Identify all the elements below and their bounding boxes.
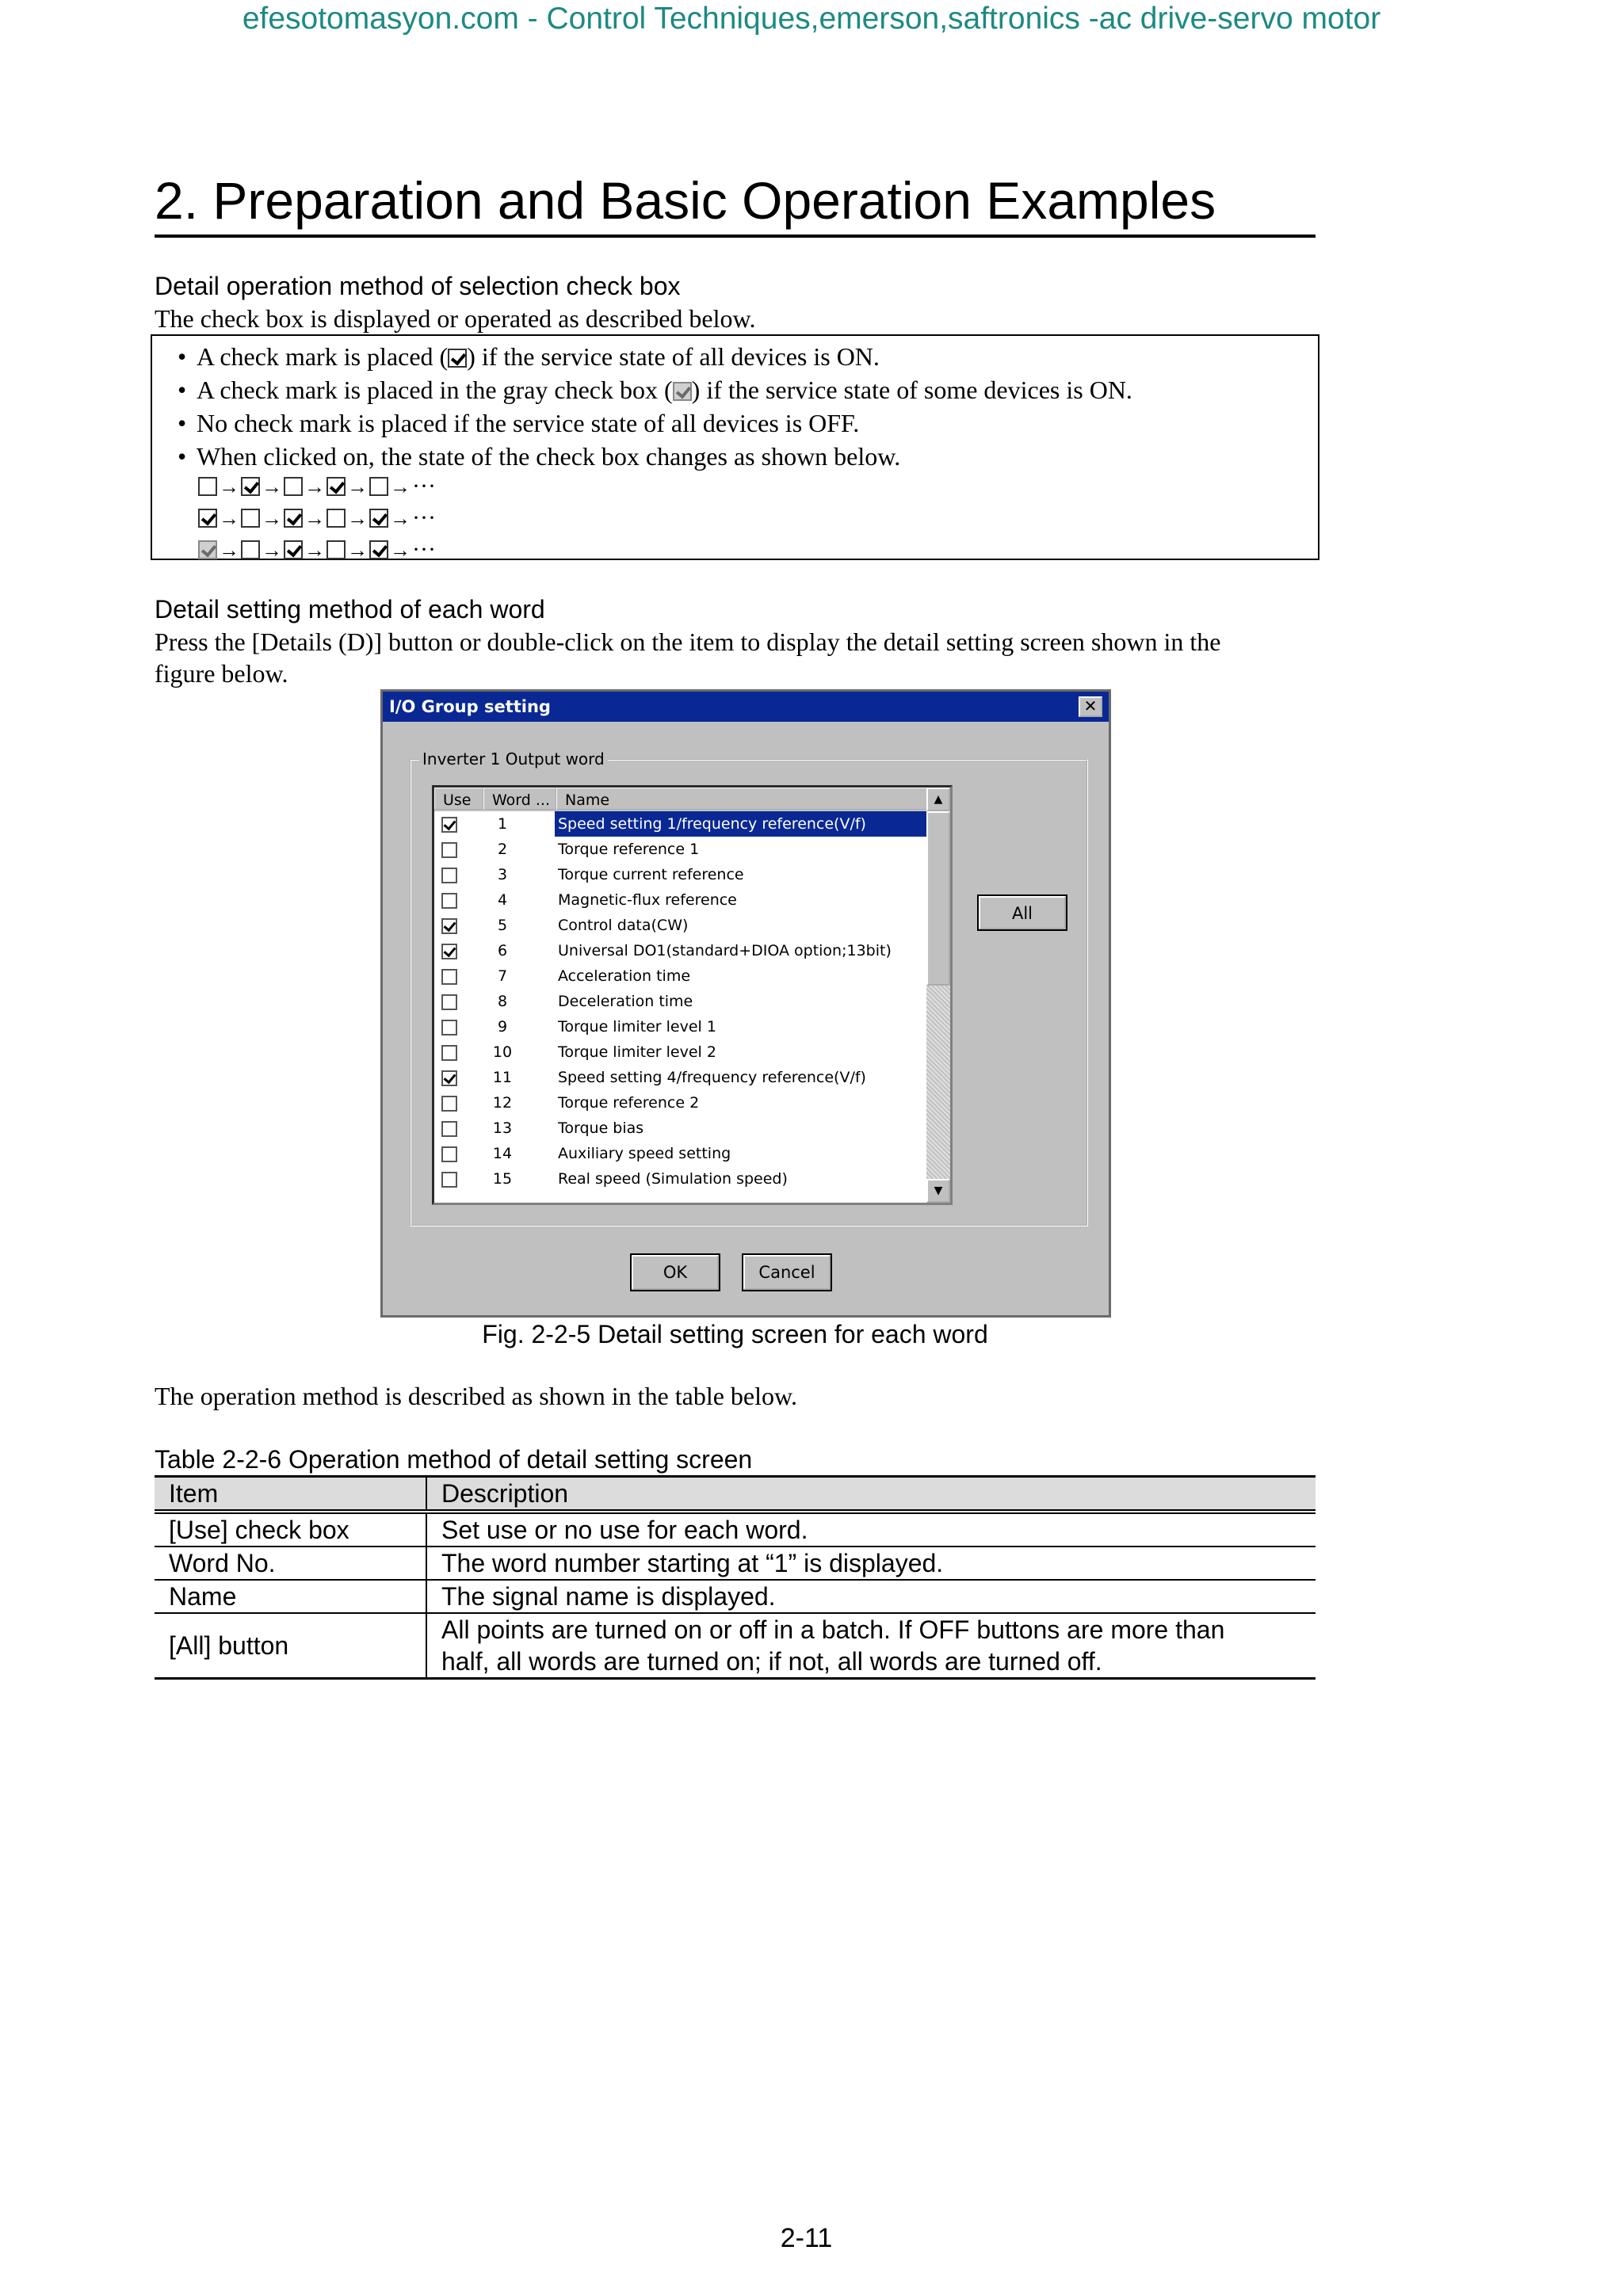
checked-box-icon (369, 509, 388, 528)
table-cell-description (426, 1547, 1316, 1580)
table-row (155, 1512, 1316, 1547)
section-heading-word: Detail setting method of each word (155, 595, 545, 624)
arrow-icon: → (262, 475, 282, 498)
arrow-icon: → (390, 475, 411, 498)
bullet-some-on: • A check mark is placed in the gray check box ( ) if the service state of some devices is ON. (178, 376, 1132, 404)
checked-box-icon (369, 540, 388, 559)
signal-name: Speed setting 1/frequency reference(V/f) (555, 811, 927, 837)
list-item[interactable] (434, 837, 931, 862)
signal-name: Torque bias (558, 1119, 644, 1137)
list-item[interactable] (434, 1141, 931, 1166)
checkbox-explanation-box (151, 334, 1319, 563)
arrow-icon: → (304, 475, 325, 498)
arrow-icon: → (390, 539, 411, 562)
ellipsis: ··· (412, 505, 436, 531)
description-line: Set use or no use for each word. (441, 1516, 808, 1544)
table-cell-description (426, 1580, 1316, 1613)
header-item: Item (155, 1477, 426, 1512)
gray-checked-box-icon (673, 382, 692, 401)
list-item[interactable] (434, 913, 931, 938)
use-checkbox[interactable] (441, 969, 457, 985)
list-item[interactable] (434, 963, 931, 989)
word-number: 15 (492, 1170, 513, 1188)
list-item[interactable] (434, 1166, 931, 1192)
arrow-icon: → (219, 507, 239, 530)
empty-box-icon (241, 509, 260, 528)
word-intro-line-2: figure below. (155, 659, 288, 688)
table-cell-item: [All] button (155, 1613, 426, 1679)
checkbox-intro: The check box is displayed or operated as described below. (155, 304, 756, 333)
signal-name: Auxiliary speed setting (558, 1145, 731, 1162)
arrow-icon: → (219, 475, 239, 498)
word-number: 13 (492, 1119, 513, 1137)
checked-box-icon (198, 509, 217, 528)
section-heading-checkbox: Detail operation method of selection check box (155, 272, 681, 300)
signal-name: Magnetic-flux reference (558, 891, 737, 909)
table-cell-item: Name (155, 1580, 426, 1613)
word-number: 14 (492, 1145, 513, 1162)
word-number: 2 (497, 841, 508, 858)
list-item[interactable] (434, 862, 931, 887)
use-checkbox[interactable] (441, 893, 457, 909)
signal-name: Torque limiter level 2 (558, 1043, 716, 1061)
list-item[interactable] (434, 811, 931, 837)
use-checkbox[interactable] (441, 1121, 457, 1137)
arrow-icon: → (347, 507, 368, 530)
cancel-button[interactable]: Cancel (743, 1255, 831, 1290)
description-line: half, all words are turned on; if not, all words are turned off. (441, 1647, 1102, 1676)
operation-table (155, 1475, 1316, 1680)
list-item[interactable] (434, 887, 931, 913)
use-checkbox[interactable] (441, 817, 457, 833)
use-checkbox[interactable] (441, 994, 457, 1010)
signal-name: Acceleration time (558, 967, 691, 985)
column-word[interactable]: Word ... (483, 788, 556, 810)
list-item[interactable] (434, 938, 931, 963)
checked-box-icon (284, 540, 303, 559)
use-checkbox[interactable] (441, 1045, 457, 1061)
ellipsis: ··· (412, 473, 436, 499)
arrow-icon: → (390, 507, 411, 530)
signal-name: Torque reference 2 (558, 1094, 700, 1112)
word-number: 11 (492, 1069, 513, 1086)
page-number: 2-11 (780, 2223, 833, 2253)
table-row (155, 1547, 1316, 1580)
checked-box-icon (241, 477, 260, 496)
word-number: 5 (497, 917, 508, 934)
header-description: Description (426, 1477, 1316, 1512)
checked-box-icon (327, 477, 346, 496)
dialog-titlebar (383, 692, 1109, 722)
page-title: 2. Preparation and Basic Operation Examples (155, 168, 1316, 238)
list-item[interactable] (434, 1065, 931, 1090)
table-row (155, 1580, 1316, 1613)
checkbox-sequence-3 (198, 534, 436, 566)
close-button[interactable]: ✕ (1079, 696, 1102, 717)
word-number: 1 (497, 815, 508, 833)
checkbox-sequence-2 (198, 502, 436, 535)
word-number: 7 (497, 967, 508, 985)
use-checkbox[interactable] (441, 1020, 457, 1035)
scroll-down-button[interactable]: ▼ (926, 1179, 950, 1203)
list-item[interactable] (434, 1090, 931, 1116)
list-header (434, 788, 931, 811)
bullet-click-behavior: • When clicked on, the state of the check box changes as shown below. (178, 442, 901, 471)
all-button[interactable]: All (979, 896, 1066, 929)
list-item[interactable] (434, 1116, 931, 1141)
arrow-icon: → (347, 539, 368, 562)
checkbox-sequence-1 (198, 471, 436, 503)
signal-name: Universal DO1(standard+DIOA option;13bit) (558, 942, 892, 959)
use-checkbox[interactable] (441, 1146, 457, 1162)
list-scrollbar[interactable] (926, 788, 950, 1203)
io-group-setting-dialog (380, 689, 1111, 1318)
scroll-thumb[interactable] (926, 811, 950, 986)
arrow-icon: → (262, 539, 282, 562)
use-checkbox[interactable] (441, 868, 457, 883)
use-checkbox[interactable] (441, 842, 457, 858)
ok-button[interactable]: OK (632, 1255, 719, 1290)
word-number: 12 (492, 1094, 513, 1112)
arrow-icon: → (304, 507, 325, 530)
bullet-all-off: • No check mark is placed if the service state of all devices is OFF. (178, 409, 860, 437)
list-item[interactable] (434, 989, 931, 1014)
empty-box-icon (369, 477, 388, 496)
signal-name: Control data(CW) (558, 917, 689, 934)
use-checkbox[interactable] (441, 1172, 457, 1188)
word-number: 10 (492, 1043, 513, 1061)
table-header-row (155, 1477, 1316, 1512)
checked-box-icon (284, 509, 303, 528)
list-item[interactable] (434, 1039, 931, 1065)
groupbox-label: Inverter 1 Output word (419, 749, 608, 769)
gray-checked-box-icon (198, 540, 217, 559)
signal-name: Real speed (Simulation speed) (558, 1170, 788, 1188)
word-number: 4 (497, 891, 508, 909)
use-checkbox[interactable] (441, 1070, 457, 1086)
bullet-all-on: • A check mark is placed ( ) if the service state of all devices is ON. (178, 342, 880, 371)
word-number: 3 (497, 866, 508, 883)
table-cell-item: [Use] check box (155, 1512, 426, 1547)
signal-name: Torque limiter level 1 (558, 1018, 716, 1035)
description-line: The word number starting at “1” is displayed. (441, 1549, 944, 1577)
empty-box-icon (241, 540, 260, 559)
checked-box-icon (448, 349, 467, 368)
use-checkbox[interactable] (441, 1096, 457, 1112)
header-banner: efesotomasyon.com - Control Techniques,emerson,saftronics -ac drive-servo motor (242, 2, 1381, 36)
word-intro-line-1: Press the [Details (D)] button or double-click on the item to display the detail setting screen shown in the (155, 627, 1221, 656)
column-use[interactable]: Use (434, 788, 483, 810)
list-item[interactable] (434, 1014, 931, 1039)
word-number: 9 (497, 1018, 508, 1035)
word-list[interactable] (432, 785, 953, 1205)
description-line: All points are turned on or off in a batch. If OFF buttons are more than (441, 1615, 1225, 1644)
use-checkbox[interactable] (441, 944, 457, 959)
empty-box-icon (284, 477, 303, 496)
arrow-icon: → (219, 539, 239, 562)
table-title: Table 2-2-6 Operation method of detail setting screen (155, 1445, 753, 1474)
figure-caption: Fig. 2-2-5 Detail setting screen for each word (482, 1320, 988, 1348)
signal-name: Torque current reference (558, 866, 744, 883)
table-row (155, 1613, 1316, 1679)
signal-name: Deceleration time (558, 993, 693, 1010)
arrow-icon: → (347, 475, 368, 498)
word-number: 8 (497, 993, 508, 1010)
column-name[interactable]: Name (556, 788, 931, 810)
operation-text: The operation method is described as shown in the table below. (155, 1382, 798, 1410)
empty-box-icon (198, 477, 217, 496)
empty-box-icon (327, 540, 346, 559)
description-line: The signal name is displayed. (441, 1582, 776, 1611)
arrow-icon: → (262, 507, 282, 530)
arrow-icon: → (304, 539, 325, 562)
ellipsis: ··· (412, 536, 436, 563)
dialog-title: I/O Group setting (389, 697, 551, 716)
signal-name: Torque reference 1 (558, 841, 700, 858)
table-cell-item: Word No. (155, 1547, 426, 1580)
signal-name: Speed setting 4/frequency reference(V/f) (558, 1069, 866, 1086)
word-number: 6 (497, 942, 508, 959)
scroll-up-button[interactable]: ▲ (926, 788, 950, 811)
empty-box-icon (327, 509, 346, 528)
table-cell-description (426, 1613, 1316, 1679)
table-cell-description (426, 1512, 1316, 1547)
use-checkbox[interactable] (441, 918, 457, 934)
